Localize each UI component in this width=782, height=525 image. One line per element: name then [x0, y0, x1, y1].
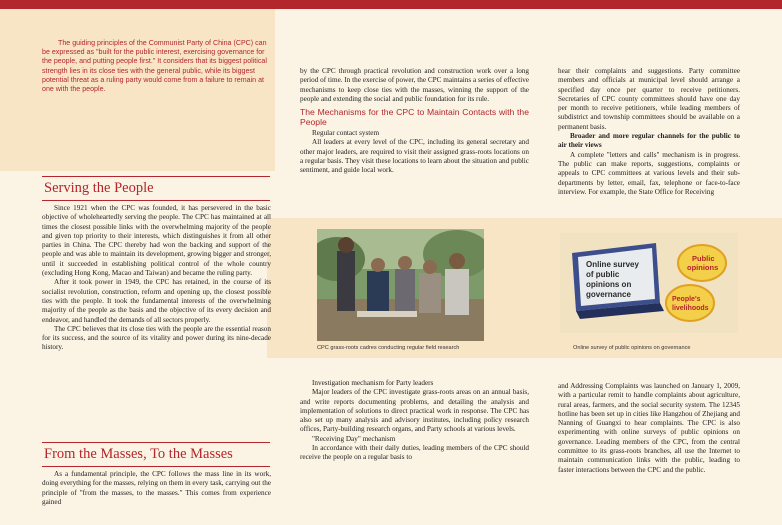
right-top-column — [558, 67, 740, 197]
section-title-masses: From the Masses, To the Masses — [44, 446, 233, 462]
continuation-text: by the CPC through practical revolution and construction work over a long period of time. In the exercise of power, the CPC maintains a series of effective mechanisms to keep close ties with the masses, winning the support of the people and extending the social and public foundation for its rule. — [300, 67, 529, 103]
continuation-text: hear their complaints and suggestions. Party committee members and officials at municipal level should arrange a specified day once per quarter to receive petitioners. Secretaries of CPC county committees should have one day per month to receive petitioners, while leading members of subdistrict and township committees should be available on a permanent basis. — [558, 67, 740, 131]
bubble-public: Public — [692, 254, 715, 263]
middle-bottom-column — [300, 379, 529, 463]
regular-contact-paragraph: All leaders at every level of the CPC, including its general secretary and other major leaders, are required to visit their assigned grass-roots locations on a regular basis. They visit these locations to learn about the situation and public sentiment, and guide local work. — [300, 138, 529, 175]
bubble-opinions: opinions — [687, 263, 719, 272]
illustration-caption: Online survey of public opinions on governance — [573, 345, 691, 351]
subheading-receiving-day: "Receiving Day" mechanism — [312, 434, 396, 443]
bubble-peoples: People's — [672, 296, 701, 303]
intro-text: The guiding principles of the Communist Party of China (CPC) can be expressed as "built for the public interest, exercising governance for the people, and putting people first." It considers that its biggest political strength lies in its close ties with the general public, while its biggest potential threat as a ruling party would come from a failure to remain at one with the people. — [42, 39, 267, 94]
serving-body — [42, 204, 271, 353]
subheading-channels: Broader and more regular channels for the public to air their views — [558, 132, 740, 150]
subheading-regular-contact: Regular contact system — [312, 129, 380, 138]
complaints-paragraph: and Addressing Complaints was launched on January 1, 2009, with a particular remit to handle complaints about agriculture, rural areas, farmers, and the social security system. The 12345 hotline has been set up in cities like Hangzhou of Zhejiang and Nanning of Guangxi to hear complaints. The CPC is also experimenting with online surveys of public opinions on governance. Leading members of the CPC, from the central committee to its grass-roots branches, all use the Internet to maintain communication links with the public, leading to faster interactions between the CPC and the public. — [558, 382, 740, 474]
masses-paragraph: As a fundamental principle, the CPC follows the mass line in its work, doing everything for the masses, relying on them in every task, carrying out the principle of "from the masses, to the masses." This comes from experience gained — [42, 470, 271, 506]
channels-paragraph: A complete "letters and calls" mechanism is in progress. The public can make reports, suggestions, complaints or appeals to CPC committees at various levels and their sub-departments by letter, email, fax, telephone or face-to-face interview. For example, the State Office for Receiving — [558, 150, 740, 196]
bubble-livelihoods: livelihoods — [672, 305, 709, 312]
screen-line-3: opinions on — [586, 280, 632, 289]
section-rule-top — [42, 442, 270, 443]
online-survey-illustration — [560, 225, 738, 343]
screen-line-4: governance — [586, 290, 631, 299]
top-color-bar — [0, 0, 782, 9]
right-bottom-column — [558, 382, 740, 475]
investigation-paragraph: Major leaders of the CPC investigate grass-roots areas on an annual basis, and write reports documenting problems, and detailing the analysis and implementation of solutions to direct practical work in response. The CPC has also set up many analysis and advisory institutes, including policy research offices, Party-building research organs, and Party schools at various levels. — [300, 388, 529, 434]
section-rule-top — [42, 176, 270, 177]
section-title-serving: Serving the People — [44, 180, 154, 196]
serving-paragraph: The CPC believes that its close ties with the people are the essential reason for its success, and the source of its vitality and power during its nine-decade history. — [42, 324, 271, 352]
screen-line-2: of public — [586, 270, 620, 279]
section-rule-bottom — [42, 466, 270, 467]
subheading-investigation: Investigation mechanism for Party leaders — [312, 379, 434, 387]
middle-top-column — [300, 67, 529, 176]
field-research-photo — [317, 229, 484, 341]
receiving-day-paragraph: In accordance with their daily duties, leading members of the CPC should receive the people on a regular basis to — [300, 444, 529, 462]
mechanisms-heading: The Mechanisms for the CPC to Maintain Contacts with the People — [300, 107, 529, 128]
masses-body — [42, 470, 271, 507]
serving-paragraph: After it took power in 1949, the CPC has retained, in the course of its socialist revolution, construction, reform and opening up, the closest possible ties with the people. It took the fundamental interests of the overwhelming majority of the people as the basis and the objective of its every decision and endeavor, and handled the demands of all sectors properly. — [42, 278, 271, 324]
photo-caption: CPC grass-roots cadres conducting regular field research — [317, 345, 460, 351]
screen-line-1: Online survey — [586, 260, 639, 269]
serving-paragraph: Since 1921 when the CPC was founded, it has persevered in the basic objective of wholeheartedly serving the people. The CPC has maintained at all times the closest possible links with the overwhelming majority of the people and given top priority to their interests, which distinguishes it from all other parties in China. The CPC thereby had won the backing and support of the people and was able to maintain its development, growing bigger and stronger, until it succeeded in establishing political control of the whole country (excluding Hong Kong, Macao and Taiwan) and became the ruling party. — [42, 204, 271, 278]
section-rule-bottom — [42, 200, 270, 201]
